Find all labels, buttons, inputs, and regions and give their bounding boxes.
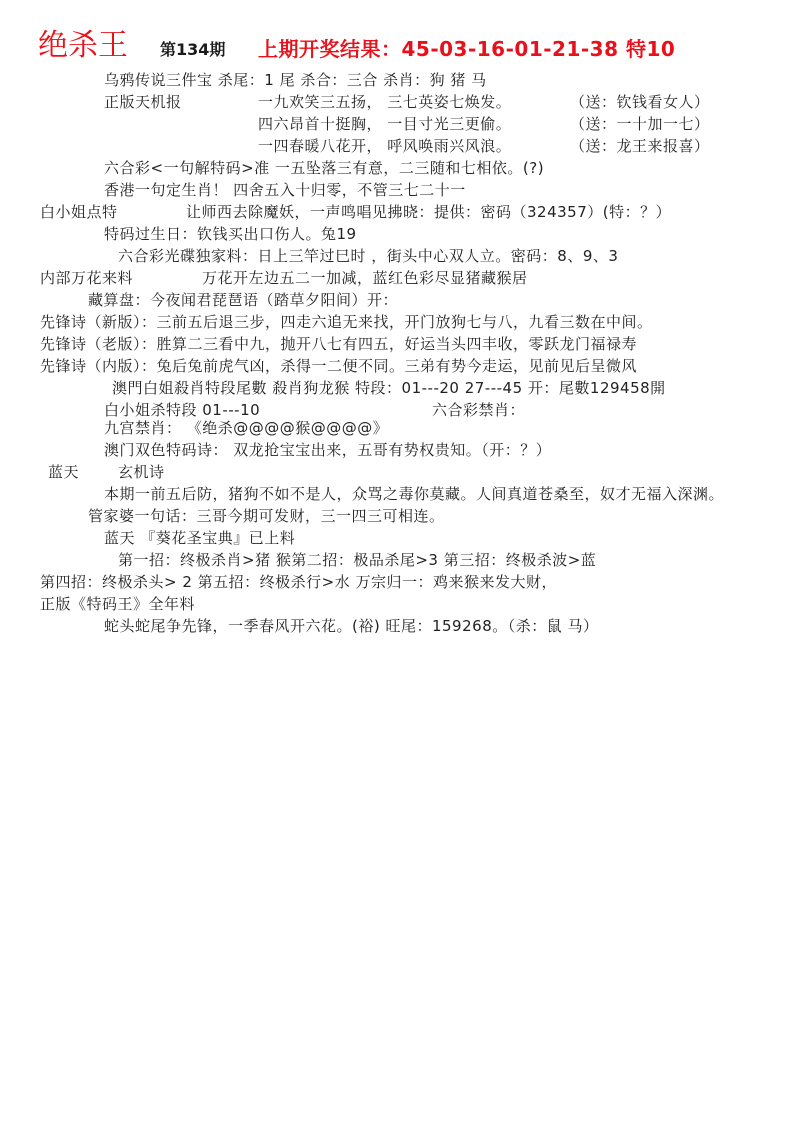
line-tianjibao-gift-1: （送：钦钱看女人） <box>570 93 710 111</box>
line-tianjibao-label: 正版天机报 <box>104 93 182 111</box>
line-tianjibao-verse-3: 一四春暖八花开， 呼风唤雨兴风浪。 <box>258 137 512 155</box>
line-wanhua-verse: 万花开左边五二一加减，蓝红色彩尽显猪藏猴居 <box>202 269 528 287</box>
line-temawang-label: 正版《特码王》全年料 <box>40 595 196 613</box>
line-yijujie: 六合彩<一句解特码>准 一五坠落三有意，二三随和七相依。(?) <box>104 159 545 177</box>
line-guangdie: 六合彩光碟独家料：日上三竿过巳时 ，街头中心双人立。密码：8、9、3 <box>118 247 619 265</box>
line-zhao-4-5: 第四招：终极杀头> 2 第五招：终极杀行>水 万宗归一：鸡来猴来发大财， <box>40 573 557 591</box>
brand-title: 绝杀王 <box>38 28 128 63</box>
line-wanhua-label: 内部万花来料 <box>40 269 134 287</box>
line-wuya: 乌鸦传说三件宝 杀尾：1 尾 杀合：三合 杀肖：狗 猪 马 <box>104 71 487 89</box>
line-suanpan: 藏算盘：今夜闻君琵琶语（踏草夕阳间）开： <box>88 291 399 309</box>
line-xuanji-verse: 本期一前五后防，猪狗不如不是人，众骂之毒你莫藏。人间真道苍桑至，奴才无福入深渊。 <box>104 485 725 503</box>
line-baixiaojie-teduan: 白小姐杀特段 01---10 <box>104 401 261 419</box>
line-tianjibao-gift-3: （送：龙王来报喜） <box>570 137 710 155</box>
line-xuanji-label: 玄机诗 <box>118 463 165 481</box>
line-aomen-shuangse: 澳门双色特码诗： 双龙抢宝宝出来，五哥有势权贵知。（开：？） <box>104 441 552 459</box>
line-lantian-label: 蓝天 <box>48 463 80 481</box>
line-guanjiapo: 管家婆一句话：三哥今期可发财，三一四三可相连。 <box>88 507 445 525</box>
line-hongkong: 香港一句定生肖！ 四舍五入十归零，不管三七二十一 <box>104 181 466 199</box>
line-jiugong: 九宫禁肖： 《绝杀@@@@猴@@@@》 <box>104 419 389 437</box>
line-xianfeng-old: 先锋诗（老版）：胜算二三看中九，抛开八七有四五，好运当头四丰收，零跃龙门福禄寿 <box>40 335 638 353</box>
line-zhao-1-3: 第一招：终极杀肖>猪 猴第二招：极品杀尾>3 第三招：终极杀波>蓝 <box>118 551 597 569</box>
line-birthday: 特码过生日：钦钱买出口伤人。兔19 <box>104 225 357 243</box>
last-result: 上期开奖结果：45-03-16-01-21-38 特10 <box>258 37 676 61</box>
line-xianfeng-new: 先锋诗（新版）：三前五后退三步，四走六追无来找，开门放狗七与八，九看三数在中间。 <box>40 313 653 331</box>
line-aomen-baijie: 澳門白姐殺肖特段尾數 殺肖狗龙猴 特段：01---20 27---45 开：尾數129458開 <box>112 379 666 397</box>
line-tianjibao-gift-2: （送：一十加一七） <box>570 115 710 133</box>
line-tianjibao-verse-1: 一九欢笑三五扬， 三七英姿七焕发。 <box>258 93 512 111</box>
line-liuhecai-jinxiao: 六合彩禁肖： <box>432 401 526 419</box>
issue-number: 第134期 <box>160 40 226 59</box>
line-xianfeng-inner: 先锋诗（内版）：兔后兔前虎气凶，杀得一二便不同。三弟有势今走运，见前见后呈微风 <box>40 357 638 375</box>
line-temawang-verse: 蛇头蛇尾争先锋，一季春风开六花。(裕) 旺尾：159268。（杀：鼠 马） <box>104 617 599 635</box>
line-tianjibao-verse-2: 四六昂首十挺胸， 一目寸光三更偷。 <box>258 115 512 133</box>
line-baixiaojie-verse: 让师西去除魔妖，一声鸣唱见拂晓：提供：密码（324357）(特：？） <box>186 203 672 221</box>
line-baixiaojie-label: 白小姐点特 <box>40 203 118 221</box>
line-kuihua: 蓝天 『葵花圣宝典』已上料 <box>104 529 296 547</box>
